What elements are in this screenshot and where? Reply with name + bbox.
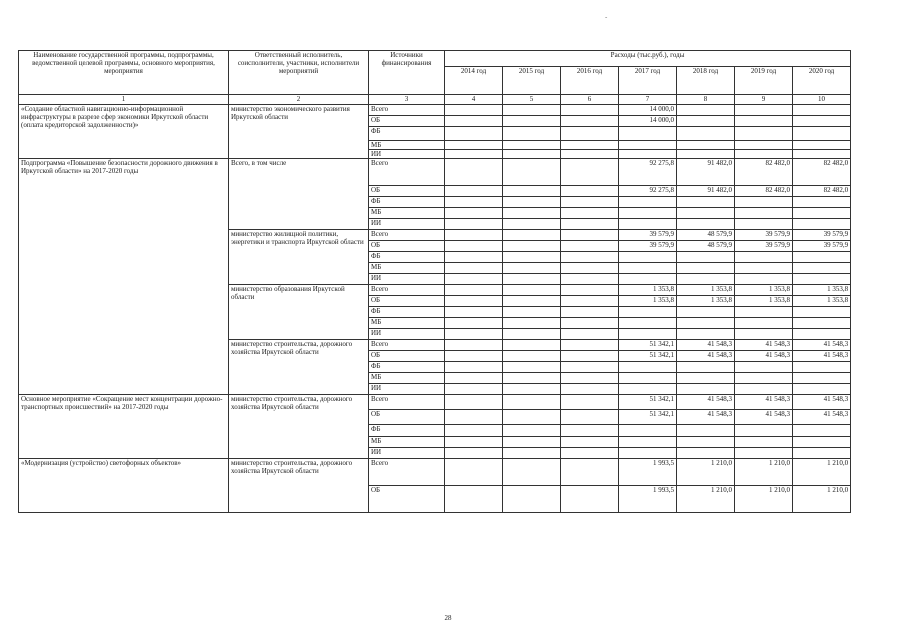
expense-value bbox=[561, 274, 619, 285]
table-row bbox=[19, 105, 851, 116]
expense-value bbox=[619, 127, 677, 141]
expense-value bbox=[735, 150, 793, 159]
expense-value bbox=[503, 486, 561, 513]
header-expenses: Расходы (тыс.руб.), годы bbox=[445, 51, 851, 67]
executor-name: министерство строительства, дорожного хозяйства Иркутской области bbox=[229, 459, 369, 513]
expense-value: 48 579,9 bbox=[677, 241, 735, 252]
header-year: 2015 год bbox=[503, 67, 561, 95]
expense-value bbox=[619, 437, 677, 448]
expense-value bbox=[793, 141, 851, 150]
table-body bbox=[19, 105, 851, 513]
expense-value: 1 210,0 bbox=[793, 486, 851, 513]
table-row bbox=[19, 159, 851, 186]
funding-source: ИИ bbox=[369, 384, 445, 395]
expense-value bbox=[561, 285, 619, 296]
expense-value: 1 353,8 bbox=[619, 296, 677, 307]
expense-value bbox=[793, 329, 851, 340]
expense-value: 1 353,8 bbox=[735, 296, 793, 307]
expense-value bbox=[503, 351, 561, 362]
expense-value bbox=[445, 410, 503, 425]
expense-value: 92 275,8 bbox=[619, 159, 677, 186]
expense-value bbox=[561, 230, 619, 241]
expense-value bbox=[677, 197, 735, 208]
expense-value bbox=[677, 127, 735, 141]
scan-mark: - bbox=[605, 13, 608, 21]
funding-source: ИИ bbox=[369, 329, 445, 340]
expense-value bbox=[503, 373, 561, 384]
expense-value bbox=[503, 252, 561, 263]
expense-value bbox=[561, 351, 619, 362]
expense-value bbox=[677, 116, 735, 127]
program-title: «Модернизация (устройство) светофорных объектов» bbox=[19, 459, 229, 513]
expense-value bbox=[445, 159, 503, 186]
expense-value: 1 353,8 bbox=[735, 285, 793, 296]
expense-value bbox=[561, 219, 619, 230]
expense-value bbox=[561, 141, 619, 150]
expense-value bbox=[793, 116, 851, 127]
expense-value bbox=[561, 241, 619, 252]
expense-value: 39 579,9 bbox=[735, 241, 793, 252]
expense-value bbox=[677, 274, 735, 285]
funding-source: ФБ bbox=[369, 307, 445, 318]
expense-value bbox=[677, 448, 735, 459]
funding-source: ОБ bbox=[369, 296, 445, 307]
expense-value: 1 210,0 bbox=[735, 459, 793, 486]
expense-value: 41 548,3 bbox=[793, 340, 851, 351]
expense-value bbox=[619, 150, 677, 159]
expense-value bbox=[503, 105, 561, 116]
expense-value bbox=[445, 285, 503, 296]
funding-source: ОБ bbox=[369, 351, 445, 362]
column-number: 2 bbox=[229, 95, 369, 105]
expense-value: 39 579,9 bbox=[619, 230, 677, 241]
expense-value bbox=[445, 197, 503, 208]
expense-value: 82 482,0 bbox=[793, 159, 851, 186]
expense-value bbox=[503, 150, 561, 159]
expense-value bbox=[503, 159, 561, 186]
funding-source: ОБ bbox=[369, 410, 445, 425]
funding-source: Всего bbox=[369, 105, 445, 116]
expense-value bbox=[503, 448, 561, 459]
executor-name: министерство экономического развития Иркутской области bbox=[229, 105, 369, 159]
expense-value: 41 548,3 bbox=[793, 351, 851, 362]
expense-value bbox=[793, 252, 851, 263]
expense-value bbox=[445, 351, 503, 362]
expense-value: 41 548,3 bbox=[677, 340, 735, 351]
expense-value bbox=[793, 208, 851, 219]
expense-value bbox=[619, 448, 677, 459]
column-number: 3 bbox=[369, 95, 445, 105]
expense-value: 1 353,8 bbox=[677, 296, 735, 307]
expense-value: 41 548,3 bbox=[677, 395, 735, 410]
expense-value bbox=[561, 318, 619, 329]
expense-value bbox=[561, 263, 619, 274]
expense-value bbox=[735, 329, 793, 340]
expense-value bbox=[677, 437, 735, 448]
funding-source: ОБ bbox=[369, 116, 445, 127]
expense-value bbox=[503, 285, 561, 296]
expense-value bbox=[735, 141, 793, 150]
expense-value bbox=[561, 448, 619, 459]
expense-value bbox=[503, 340, 561, 351]
expense-value: 91 482,0 bbox=[677, 159, 735, 186]
expense-value bbox=[793, 127, 851, 141]
expense-value bbox=[445, 384, 503, 395]
header-name: Наименование государственной программы, подпрограммы, ведомственной целевой программы, основного мероприятия, мероприятия bbox=[19, 51, 229, 95]
expense-value: 91 482,0 bbox=[677, 186, 735, 197]
expense-value bbox=[561, 384, 619, 395]
expense-value bbox=[503, 459, 561, 486]
expense-value bbox=[503, 197, 561, 208]
expense-value bbox=[677, 362, 735, 373]
expense-value: 41 548,3 bbox=[793, 395, 851, 410]
expense-value bbox=[735, 197, 793, 208]
header-year: 2019 год bbox=[735, 67, 793, 95]
expense-value bbox=[503, 437, 561, 448]
expense-value bbox=[445, 296, 503, 307]
funding-source: Всего bbox=[369, 230, 445, 241]
expense-value bbox=[793, 384, 851, 395]
expense-value bbox=[561, 307, 619, 318]
expense-value bbox=[503, 127, 561, 141]
expense-value bbox=[445, 395, 503, 410]
expense-value bbox=[445, 263, 503, 274]
expense-value bbox=[619, 362, 677, 373]
expense-value bbox=[561, 150, 619, 159]
expense-value bbox=[445, 241, 503, 252]
expense-value bbox=[445, 116, 503, 127]
funding-source: ИИ bbox=[369, 448, 445, 459]
expense-value: 41 548,3 bbox=[735, 395, 793, 410]
expense-value: 1 353,8 bbox=[793, 285, 851, 296]
expense-value: 1 353,8 bbox=[619, 285, 677, 296]
expense-value: 82 482,0 bbox=[793, 186, 851, 197]
expense-value bbox=[503, 208, 561, 219]
funding-source: ФБ bbox=[369, 197, 445, 208]
funding-source: ФБ bbox=[369, 425, 445, 437]
expense-value bbox=[677, 263, 735, 274]
expense-value bbox=[503, 116, 561, 127]
expense-value bbox=[619, 208, 677, 219]
expense-value: 1 210,0 bbox=[677, 459, 735, 486]
header-year: 2016 год bbox=[561, 67, 619, 95]
program-title: Основное мероприятие «Сокращение мест концентрации дорожно-транспортных происшествий» на 2017-2020 годы bbox=[19, 395, 229, 459]
executor-name: министерство строительства, дорожного хозяйства Иркутской области bbox=[229, 395, 369, 459]
expense-value bbox=[735, 127, 793, 141]
expense-value bbox=[561, 362, 619, 373]
expense-value bbox=[561, 116, 619, 127]
expense-value bbox=[503, 329, 561, 340]
page-number: 28 bbox=[444, 614, 452, 622]
expense-value bbox=[561, 252, 619, 263]
funding-source: Всего bbox=[369, 340, 445, 351]
expense-value bbox=[445, 362, 503, 373]
funding-source: ФБ bbox=[369, 362, 445, 373]
expense-value bbox=[793, 318, 851, 329]
expense-value bbox=[735, 362, 793, 373]
column-number: 7 bbox=[619, 95, 677, 105]
expense-value bbox=[793, 425, 851, 437]
expense-value bbox=[561, 208, 619, 219]
expense-value bbox=[445, 274, 503, 285]
funding-source: МБ bbox=[369, 141, 445, 150]
expense-value: 39 579,9 bbox=[619, 241, 677, 252]
expense-value bbox=[677, 208, 735, 219]
funding-source: МБ bbox=[369, 263, 445, 274]
expense-value bbox=[735, 274, 793, 285]
expense-value: 82 482,0 bbox=[735, 186, 793, 197]
expense-value bbox=[561, 395, 619, 410]
expense-value: 41 548,3 bbox=[735, 340, 793, 351]
expense-value bbox=[735, 208, 793, 219]
header-executor: Ответственный исполнитель, соисполнители, участники, исполнители мероприятий bbox=[229, 51, 369, 95]
expense-value bbox=[793, 105, 851, 116]
expense-value bbox=[561, 186, 619, 197]
expense-value bbox=[503, 241, 561, 252]
expense-value bbox=[445, 329, 503, 340]
expense-value: 48 579,9 bbox=[677, 230, 735, 241]
column-number-row bbox=[19, 95, 851, 105]
expense-value: 41 548,3 bbox=[735, 410, 793, 425]
expense-value: 41 548,3 bbox=[677, 351, 735, 362]
expense-value bbox=[445, 150, 503, 159]
program-title: Подпрограмма «Повышение безопасности дорожного движения в Иркутской области» на 2017-2020 годы bbox=[19, 159, 229, 395]
funding-source: МБ bbox=[369, 318, 445, 329]
expense-value bbox=[619, 307, 677, 318]
expense-value: 1 210,0 bbox=[793, 459, 851, 486]
header-year: 2014 год bbox=[445, 67, 503, 95]
funding-source: Всего bbox=[369, 285, 445, 296]
expense-value: 39 579,9 bbox=[793, 230, 851, 241]
executor-name: министерство строительства, дорожного хозяйства Иркутской области bbox=[229, 340, 369, 395]
expense-value bbox=[677, 141, 735, 150]
expense-value bbox=[503, 395, 561, 410]
expense-value bbox=[561, 410, 619, 425]
expense-value bbox=[735, 448, 793, 459]
funding-source: ИИ bbox=[369, 150, 445, 159]
expense-value bbox=[503, 307, 561, 318]
expense-value: 51 342,1 bbox=[619, 351, 677, 362]
expense-value bbox=[561, 197, 619, 208]
expense-value: 82 482,0 bbox=[735, 159, 793, 186]
expense-value bbox=[445, 230, 503, 241]
table-row bbox=[19, 459, 851, 486]
expense-value bbox=[793, 274, 851, 285]
expense-value: 51 342,1 bbox=[619, 395, 677, 410]
expense-value bbox=[677, 384, 735, 395]
expense-value bbox=[503, 362, 561, 373]
expense-value bbox=[561, 105, 619, 116]
expense-value: 41 548,3 bbox=[793, 410, 851, 425]
funding-source: ИИ bbox=[369, 274, 445, 285]
expense-value bbox=[677, 318, 735, 329]
expense-value bbox=[735, 105, 793, 116]
expense-value bbox=[445, 318, 503, 329]
expense-value bbox=[561, 296, 619, 307]
expense-value bbox=[561, 329, 619, 340]
expense-value bbox=[619, 219, 677, 230]
funding-source: ОБ bbox=[369, 486, 445, 513]
expense-value bbox=[503, 219, 561, 230]
expense-value bbox=[561, 127, 619, 141]
expense-value: 92 275,8 bbox=[619, 186, 677, 197]
expense-value bbox=[445, 437, 503, 448]
expense-value bbox=[793, 362, 851, 373]
column-number: 4 bbox=[445, 95, 503, 105]
expense-value: 39 579,9 bbox=[735, 230, 793, 241]
expense-value bbox=[561, 425, 619, 437]
expense-value bbox=[677, 105, 735, 116]
column-number: 8 bbox=[677, 95, 735, 105]
expense-value bbox=[445, 219, 503, 230]
expense-value bbox=[561, 159, 619, 186]
expense-value bbox=[619, 252, 677, 263]
expense-value: 14 000,0 bbox=[619, 105, 677, 116]
expense-value bbox=[503, 410, 561, 425]
expense-value bbox=[445, 307, 503, 318]
funding-source: ИИ bbox=[369, 219, 445, 230]
expense-value: 1 210,0 bbox=[677, 486, 735, 513]
expense-value bbox=[735, 219, 793, 230]
program-title: «Создание областной навигационно-информационной инфраструктуры в разрезе сфер экономики Иркутской области (оплата кредиторской задолженности)» bbox=[19, 105, 229, 159]
expense-value bbox=[445, 486, 503, 513]
expense-value: 14 000,0 bbox=[619, 116, 677, 127]
expense-value bbox=[503, 263, 561, 274]
expense-value bbox=[677, 425, 735, 437]
funding-source: МБ bbox=[369, 208, 445, 219]
expense-value: 41 548,3 bbox=[735, 351, 793, 362]
expense-value bbox=[735, 437, 793, 448]
header-source: Источники финансирования bbox=[369, 51, 445, 95]
expense-value bbox=[445, 141, 503, 150]
column-number: 5 bbox=[503, 95, 561, 105]
funding-source: Всего bbox=[369, 159, 445, 186]
expense-value bbox=[503, 230, 561, 241]
expense-value bbox=[619, 197, 677, 208]
expense-value: 51 342,1 bbox=[619, 410, 677, 425]
expense-value bbox=[561, 486, 619, 513]
expense-value bbox=[793, 373, 851, 384]
expense-value bbox=[793, 307, 851, 318]
column-number: 1 bbox=[19, 95, 229, 105]
budget-table bbox=[18, 50, 851, 513]
header-year: 2018 год bbox=[677, 67, 735, 95]
expense-value bbox=[619, 141, 677, 150]
expense-value: 51 342,1 bbox=[619, 340, 677, 351]
column-number: 9 bbox=[735, 95, 793, 105]
expense-value bbox=[793, 437, 851, 448]
expense-value bbox=[503, 274, 561, 285]
expense-value bbox=[793, 197, 851, 208]
expense-value bbox=[445, 105, 503, 116]
expense-value bbox=[735, 307, 793, 318]
expense-value: 39 579,9 bbox=[793, 241, 851, 252]
expense-value bbox=[619, 263, 677, 274]
column-number: 6 bbox=[561, 95, 619, 105]
executor-name: министерство образования Иркутской области bbox=[229, 285, 369, 340]
expense-value: 1 993,5 bbox=[619, 459, 677, 486]
expense-value bbox=[503, 141, 561, 150]
expense-value bbox=[793, 263, 851, 274]
expense-value bbox=[619, 329, 677, 340]
expense-value bbox=[677, 219, 735, 230]
expense-value bbox=[503, 296, 561, 307]
expense-value bbox=[677, 329, 735, 340]
expense-value bbox=[619, 384, 677, 395]
header-year: 2020 год bbox=[793, 67, 851, 95]
expense-value bbox=[735, 116, 793, 127]
expense-value bbox=[793, 219, 851, 230]
expense-value bbox=[445, 340, 503, 351]
expense-value bbox=[445, 373, 503, 384]
expense-value bbox=[503, 425, 561, 437]
expense-value bbox=[793, 150, 851, 159]
expense-value bbox=[735, 384, 793, 395]
expense-value bbox=[561, 340, 619, 351]
funding-source: ОБ bbox=[369, 241, 445, 252]
expense-value bbox=[445, 448, 503, 459]
expense-value bbox=[503, 186, 561, 197]
expense-value bbox=[561, 437, 619, 448]
expense-value bbox=[619, 274, 677, 285]
expense-value bbox=[735, 373, 793, 384]
table-header bbox=[19, 51, 851, 105]
expense-value: 1 353,8 bbox=[677, 285, 735, 296]
expense-value bbox=[445, 459, 503, 486]
column-number: 10 bbox=[793, 95, 851, 105]
expense-value bbox=[619, 373, 677, 384]
expense-value bbox=[445, 127, 503, 141]
table-row bbox=[19, 395, 851, 410]
expense-value bbox=[677, 150, 735, 159]
expense-value: 1 993,5 bbox=[619, 486, 677, 513]
expense-value bbox=[445, 208, 503, 219]
funding-source: ФБ bbox=[369, 252, 445, 263]
expense-value bbox=[619, 318, 677, 329]
funding-source: Всего bbox=[369, 395, 445, 410]
expense-value bbox=[561, 373, 619, 384]
expense-value bbox=[561, 459, 619, 486]
expense-value: 1 210,0 bbox=[735, 486, 793, 513]
expense-value bbox=[735, 252, 793, 263]
expense-value bbox=[619, 425, 677, 437]
expense-value bbox=[735, 318, 793, 329]
expense-value bbox=[445, 252, 503, 263]
header-year: 2017 год bbox=[619, 67, 677, 95]
expense-value bbox=[503, 318, 561, 329]
expense-value bbox=[735, 263, 793, 274]
expense-value: 1 353,8 bbox=[793, 296, 851, 307]
expense-value bbox=[793, 448, 851, 459]
funding-source: ФБ bbox=[369, 127, 445, 141]
funding-source: Всего bbox=[369, 459, 445, 486]
funding-source: МБ bbox=[369, 373, 445, 384]
funding-source: МБ bbox=[369, 437, 445, 448]
expense-value: 41 548,3 bbox=[677, 410, 735, 425]
expense-value bbox=[677, 307, 735, 318]
expense-value bbox=[445, 186, 503, 197]
expense-value bbox=[677, 252, 735, 263]
executor-name: Всего, в том числе bbox=[229, 159, 369, 230]
executor-name: министерство жилищной политики, энергетики и транспорта Иркутской области bbox=[229, 230, 369, 285]
expense-value bbox=[503, 384, 561, 395]
expense-value bbox=[445, 425, 503, 437]
funding-source: ОБ bbox=[369, 186, 445, 197]
expense-value bbox=[677, 373, 735, 384]
expense-value bbox=[735, 425, 793, 437]
